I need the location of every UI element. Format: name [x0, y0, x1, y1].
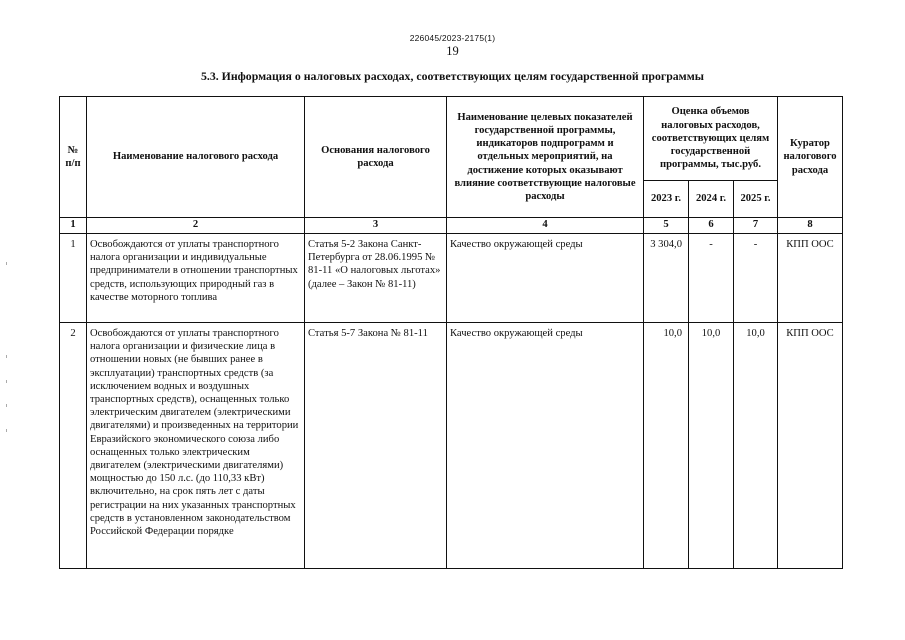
header-year-2023: 2023 г. [644, 181, 689, 218]
header-estimate: Оценка объемов налоговых расходов, соответствующих целям государственной программы, тыс.руб. [644, 97, 778, 181]
row-value-2025: 10,0 [734, 323, 778, 569]
column-number: 2 [87, 218, 305, 234]
header-name: Наименование налогового расхода [87, 97, 305, 218]
column-number: 5 [644, 218, 689, 234]
tax-expenditure-table [59, 96, 843, 569]
column-number: 6 [689, 218, 734, 234]
row-curator: КПП ООС [778, 323, 843, 569]
row-num: 1 [60, 234, 87, 323]
header-indicators: Наименование целевых показателей государственной программы, индикаторов подпрограмм и отдельных мероприятий, на достижение которых оказывают влияние соответствующие налоговые расходы [447, 97, 644, 218]
row-value-2023: 3 304,0 [644, 234, 689, 323]
row-value-2025: - [734, 234, 778, 323]
column-number: 3 [305, 218, 447, 234]
margin-mark [6, 404, 7, 407]
column-number: 1 [60, 218, 87, 234]
row-value-2023: 10,0 [644, 323, 689, 569]
row-curator: КПП ООС [778, 234, 843, 323]
row-name: Освобождаются от уплаты транспортного налога организации и физические лица в отношении новых (не бывших ранее в эксплуатации) транспортных средств (за исключением водных и воздушных транспортных средств), оснащенных только электрическим двигателем (электрическими двигателями) и произведенных на территории Евразийского экономического союза либо оснащенных только электрическим двигателем (электрическими двигателями) мощностью до 150 л.с. (до 110,33 кВт) включительно, на срок пять лет с даты регистрации на них указанных транспортных средств в установленном законодательством Российской Федерации порядке [87, 323, 305, 569]
column-number: 4 [447, 218, 644, 234]
row-basis: Статья 5-2 Закона Санкт-Петербурга от 28.06.1995 № 81-11 «О налоговых льготах» (далее – Закон № 81-11) [305, 234, 447, 323]
row-basis: Статья 5-7 Закона № 81-11 [305, 323, 447, 569]
margin-mark [6, 429, 7, 432]
table-row [60, 323, 843, 569]
header-curator: Куратор налогового расхода [778, 97, 843, 218]
header-year-2024: 2024 г. [689, 181, 734, 218]
header-basis: Основания налогового расхода [305, 97, 447, 218]
column-number: 8 [778, 218, 843, 234]
section-title: 5.3. Информация о налоговых расходах, соответствующих целям государственной программы [201, 69, 704, 83]
row-name: Освобождаются от уплаты транспортного налога организации и индивидуальные предприниматели в отношении транспортных средств, использующих природный газ в качестве моторного топлива [87, 234, 305, 323]
header-num: № п/п [60, 97, 87, 218]
page-number: 19 [446, 44, 459, 58]
margin-mark [6, 355, 7, 358]
row-value-2024: - [689, 234, 734, 323]
row-num: 2 [60, 323, 87, 569]
table-row [60, 234, 843, 323]
row-value-2024: 10,0 [689, 323, 734, 569]
row-indicator: Качество окружающей среды [447, 323, 644, 569]
row-indicator: Качество окружающей среды [447, 234, 644, 323]
margin-mark [6, 380, 7, 383]
column-number: 7 [734, 218, 778, 234]
document-number: 226045/2023-2175(1) [409, 33, 496, 43]
margin-mark [6, 262, 7, 265]
header-year-2025: 2025 г. [734, 181, 778, 218]
